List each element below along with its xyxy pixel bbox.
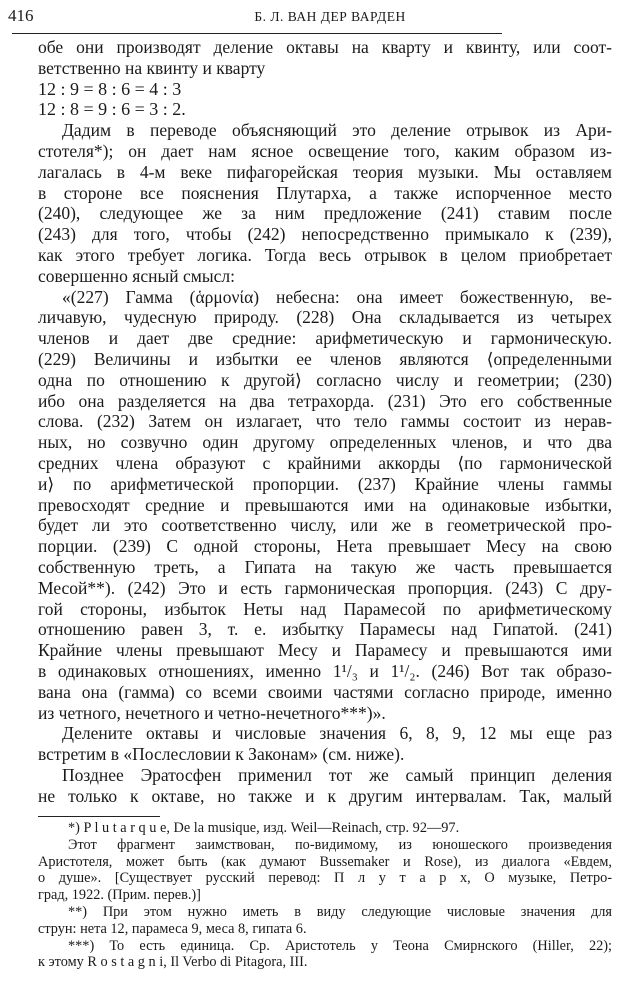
text-line: стотеля*); он дает нам ясное освещение того, каким образом из- (38, 140, 612, 161)
text-line: струн: нета 12, парамеса 9, меса 8, гипата 6. (38, 920, 307, 937)
paragraph (38, 120, 612, 286)
text-line: Позднее Эратосфен применил тот же самый принцип деления (62, 764, 612, 785)
text-line: Делените октавы и числовые значения 6, 8, 9, 12 мы еще раз (62, 723, 612, 744)
header-rule (12, 33, 502, 34)
text-line: слова. (232) Затем он излагает, что тело гаммы состоит из нерав- (38, 411, 612, 432)
paragraph (38, 765, 612, 807)
text-line: лагалась в 4-м веке пифагорейская теория музыки. Мы оставляем (38, 161, 612, 182)
text-line: Крайние члены превышают Месу и Парамесу и превышаются ими (38, 640, 612, 661)
paragraph (38, 723, 612, 765)
text-line: собственную треть, а Гипата на такую же часть превышается (38, 556, 612, 577)
text-line: в одинаковых отношениях, именно 1¹/₃ и 1¹/₂. (246) Вот так образо- (38, 660, 612, 681)
text-line: из четного, нечетного и четно-нечетного***)». (38, 702, 386, 723)
text-line: совершенно ясный смысл: (38, 265, 235, 286)
text-line: Месой**). (242) Это и есть гармоническая пропорция. (243) С дру- (38, 577, 612, 598)
text-line: личавую, чудесную природу. (228) Она складывается из четырех (38, 307, 612, 328)
formula-line: 12 : 8 = 9 : 6 = 3 : 2. (38, 99, 186, 120)
footnote (38, 938, 612, 972)
text-line: Этот фрагмент заимствован, по-видимому, из юношеского произведения (68, 836, 612, 853)
formula-line: 12 : 9 = 8 : 6 = 4 : 3 (38, 78, 182, 99)
text-line: (229) Величины и избытки ее членов являются ⟨определенными (38, 348, 612, 369)
paragraph (38, 37, 612, 79)
main-text (38, 37, 612, 806)
text-line: вана она (гамма) со всеми своими частями согласно природе, именно (38, 681, 612, 702)
text-line: не только к октаве, но также и к другим интервалам. Так, малый (38, 785, 612, 806)
text-line: о душе». [Существует русский перевод: П л у т а р х, О музыке, Петро- (38, 870, 612, 887)
text-line: ветственно на квинту и кварту (38, 57, 266, 78)
paragraph (38, 287, 612, 724)
text-line: ных, но созвучно один другому определенных членов, и что два (38, 432, 612, 453)
text-line: в стороне все пояснения Плутарха, а также испорченное место (38, 182, 612, 203)
text-line: ибо она разделяется на два тетрахорда. (231) Это его собственные (38, 390, 612, 411)
text-line: и⟩ по арифметической пропорции. (237) Крайние члены гаммы (38, 473, 612, 494)
text-line: (243) для того, чтобы (242) непосредственно примыкало к (239), (38, 224, 612, 245)
text-line: средних члена образуют с крайними аккорды ⟨по гармонической (38, 452, 612, 473)
text-line: гой стороны, избыток Неты над Парамесой по арифметическому (38, 598, 612, 619)
text-line: Аристотеля, может быть (как думают Bussemaker и Rose), из диалога «Евдем, (38, 853, 612, 870)
footnote-rule (38, 816, 160, 817)
footnote (38, 820, 612, 837)
text-line: Дадим в переводе объясняющий это деление отрывок из Ари- (62, 120, 612, 141)
text-line: к этому R o s t a g n i, Il Verbo di Pitagora, III. (38, 954, 308, 971)
text-line: (240), следующее же за ним предложение (241) ставим после (38, 203, 612, 224)
footnotes (38, 820, 612, 971)
text-line: «(227) Гамма (ἁρμονία) небесна: она имеет божественную, ве- (62, 286, 612, 307)
text-line: **) При этом нужно иметь в виду следующие числовые значения для (68, 903, 612, 920)
text-line: *) P l u t a r q u e, De la musique, изд. Weil—Reinach, стр. 92—97. (68, 820, 460, 836)
footnote (38, 837, 612, 904)
text-line: порции. (239) С одной стороны, Нета превышает Месу на свою (38, 536, 612, 557)
formula-block (38, 79, 612, 121)
text-line: ***) То есть единица. Ср. Аристотель у Теона Смирнского (Hiller, 22); (68, 937, 612, 954)
text-line: как этого требует логика. Тогда весь отрывок в целом приобретает (38, 244, 612, 265)
text-line: отношению равен 3, т. е. избытку Парамесы над Гипатой. (241) (38, 619, 612, 640)
text-line: град, 1922. (Прим. перев.)] (38, 887, 201, 904)
running-title: Б. Л. ВАН ДЕР ВАРДЕН (254, 9, 406, 24)
footnote (38, 904, 612, 938)
page-number: 416 (8, 6, 34, 25)
text-line: одна по отношению к другой⟩ согласно числу и геометрии; (230) (38, 369, 612, 390)
text-line: обе они производят деление октавы на кварту и квинту, или соот- (38, 37, 612, 57)
text-line: превосходят средние и превышаются ими на одинаковые избытки, (38, 494, 612, 515)
text-line: встретим в «Послесловии к Законам» (см. ниже). (38, 744, 405, 765)
text-line: членов и дает две средние: арифметическую и гармоническую. (38, 328, 612, 349)
text-line: будет ли это соответственно числу, или же в геометрической про- (38, 515, 612, 536)
